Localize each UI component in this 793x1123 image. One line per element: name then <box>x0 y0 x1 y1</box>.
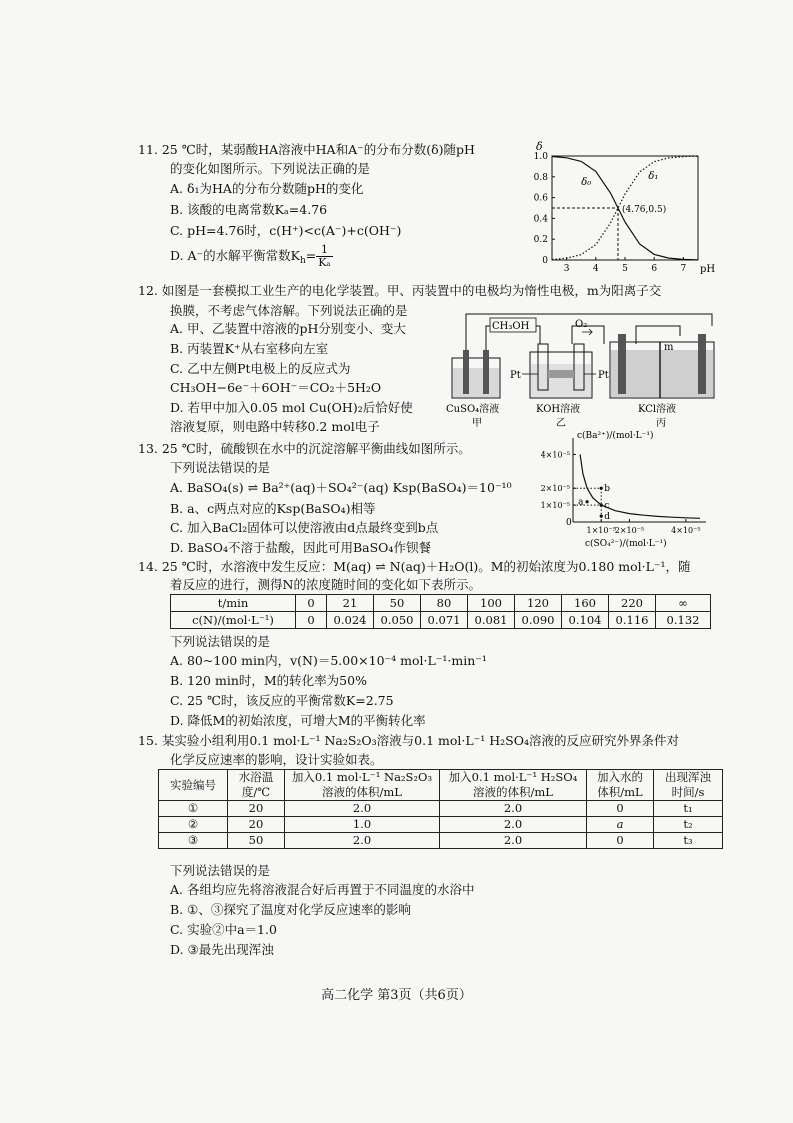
table-cell: 100 <box>468 595 515 612</box>
q11-option-d-fraction <box>316 244 332 269</box>
table-cell: 2.0 <box>440 817 587 833</box>
x-tick-label: 4×10⁻⁵ <box>671 526 701 535</box>
x-tick-label: 2×10⁻⁵ <box>614 526 645 535</box>
q11-stem-line2: 的变化如图所示。下列说法正确的是 <box>170 161 371 176</box>
table-cell: 0.104 <box>562 612 609 629</box>
q13-option-d: D. BaSO₄不溶于盐酸，因此可用BaSO₄作钡餐 <box>170 540 431 555</box>
table-cell: 80 <box>421 595 468 612</box>
cell-yi-name: 乙 <box>556 418 566 429</box>
header-text: 溶液的体积/mL <box>322 785 402 799</box>
table-row <box>171 612 711 629</box>
pt-right-label: Pt <box>598 370 609 381</box>
cell-bing-solution <box>611 350 713 397</box>
table-header-cell <box>159 770 228 801</box>
q14-option-c: C. 25 ℃时，该反应的平衡常数K=2.75 <box>170 693 394 708</box>
q11-option-d-denominator: Kₐ <box>318 256 331 269</box>
q11-option-d <box>170 244 333 270</box>
point-marker-d <box>600 514 603 517</box>
header-text: 加入0.1 mol·L⁻¹ H₂SO₄ <box>448 770 578 784</box>
q11-option-a: A. δ₁为HA的分布分数随pH的变化 <box>170 181 364 196</box>
x-axis-label: pH <box>700 264 715 275</box>
cell-yi-electrolyte <box>548 370 574 378</box>
table-cell: 50 <box>228 833 285 849</box>
table-cell: 0 <box>296 595 327 612</box>
table-header-cell <box>285 770 440 801</box>
o2-label: O₂ <box>575 319 588 330</box>
table-cell: 21 <box>327 595 374 612</box>
point-label-c: c <box>604 501 610 512</box>
q12-option-b: B. 丙装置K⁺从右室移向左室 <box>170 341 329 356</box>
q12-option-a: A. 甲、乙装置中溶液的pH分别变小、变大 <box>170 321 406 336</box>
x-tick-label: 4 <box>592 264 599 274</box>
table-header-cell <box>440 770 587 801</box>
cell-bing-name: 丙 <box>656 418 666 429</box>
table-cell: 20 <box>228 801 285 817</box>
table-cell: ③ <box>159 833 228 849</box>
table-header-cell <box>587 770 654 801</box>
table-cell: 0.081 <box>468 612 515 629</box>
x-tick-label: 5 <box>622 264 628 274</box>
x-tick-label: 7 <box>680 264 687 274</box>
table-cell: ② <box>159 817 228 833</box>
q14-stem-line2: 着反应的进行，测得N的浓度随时间的变化如下表所示。 <box>170 577 481 592</box>
q11-option-d-numerator: 1 <box>316 244 332 257</box>
table-cell: 20 <box>228 817 285 833</box>
header-text: 加入0.1 mol·L⁻¹ Na₂S₂O₃ <box>291 770 433 784</box>
header-text: 出现浑浊 <box>665 770 711 784</box>
table-cell: 50 <box>374 595 421 612</box>
point-label-d: d <box>604 512 610 523</box>
header-text: 体积/mL <box>597 785 643 799</box>
y-tick-label: 2×10⁻⁵ <box>540 484 570 494</box>
table-cell: 1.0 <box>285 817 440 833</box>
y-tick-label: 1.0 <box>533 152 548 162</box>
y-tick-label: 0 <box>542 256 548 266</box>
table-header-row <box>159 770 723 801</box>
q15-stem-line2: 化学反应速率的影响，设计实验如表。 <box>170 752 383 767</box>
table-cell: ∞ <box>656 595 711 612</box>
cell-jia-electrode-right <box>483 350 489 394</box>
electrochemical-apparatus-figure <box>440 306 720 432</box>
cell-yi-solution-label: KOH溶液 <box>536 404 581 415</box>
table-cell: 0 <box>587 801 654 817</box>
table-row <box>159 801 723 817</box>
table-row <box>159 833 723 849</box>
table-header-cell: c(N)/(mol·L⁻¹) <box>171 612 296 629</box>
cell-jia-solution <box>453 368 499 397</box>
y-tick-label: 0.8 <box>533 172 548 183</box>
table-cell: 0 <box>296 612 327 629</box>
q15-option-d: D. ③最先出现浑浊 <box>170 942 274 957</box>
table-cell: a <box>587 817 654 833</box>
x-tick-label: 3 <box>563 264 570 274</box>
cell-bing-solution-label: KCl溶液 <box>638 404 677 415</box>
y-tick-label: 1×10⁻⁵ <box>540 501 570 511</box>
table-cell: 2.0 <box>440 801 587 817</box>
cell-jia-name: 甲 <box>472 418 482 429</box>
table-cell: t₂ <box>654 817 723 833</box>
membrane-label: m <box>664 342 674 353</box>
baso4-solubility-chart <box>525 428 720 556</box>
x-axis-label: c(SO₄²⁻)/(mol·L⁻¹) <box>585 539 667 549</box>
q15-experiment-table <box>158 769 723 849</box>
q14-option-a: A. 80~100 min内，v(N)＝5.00×10⁻⁴ mol·L⁻¹·min⁻¹ <box>170 653 487 668</box>
table-cell: 2.0 <box>440 833 587 849</box>
x-tick-label: 1×10⁻⁵ <box>586 526 616 535</box>
series-label-delta1: δ₁ <box>648 170 659 182</box>
table-cell: 0.071 <box>421 612 468 629</box>
header-text: 度/℃ <box>241 785 271 799</box>
table-cell: 220 <box>609 595 656 612</box>
point-marker-c <box>600 504 603 507</box>
q11-option-c: C. pH=4.76时，c(H⁺)<c(A⁻)+c(OH⁻) <box>170 223 402 238</box>
table-cell: ① <box>159 801 228 817</box>
table-cell: 2.0 <box>285 801 440 817</box>
table-cell: 120 <box>515 595 562 612</box>
ch3oh-label: CH₃OH <box>492 321 530 332</box>
cell-jia-solution-label: CuSO₄溶液 <box>446 404 500 415</box>
q13-option-b: B. a、c两点对应的Ksp(BaSO₄)相等 <box>170 501 376 516</box>
pt-left-label: Pt <box>510 370 521 381</box>
q11-option-b: B. 该酸的电离常数Kₐ=4.76 <box>170 202 328 217</box>
table-cell: 0.024 <box>327 612 374 629</box>
point-marker-a <box>586 500 589 503</box>
header-text: 实验编号 <box>170 777 216 792</box>
q15-option-b: B. ①、③探究了温度对化学反应速率的影响 <box>170 902 411 917</box>
table-cell: t₃ <box>654 833 723 849</box>
q12-option-d-line2: 溶液复原，则电路中转移0.2 mol电子 <box>170 419 380 434</box>
table-cell: 0 <box>587 833 654 849</box>
table-cell: 0.050 <box>374 612 421 629</box>
q15-stem-line1: 15. 某实验小组利用0.1 mol·L⁻¹ Na₂S₂O₃溶液与0.1 mol·L⁻¹ H₂SO₄溶液的反应研究外界条件对 <box>138 733 679 748</box>
q14-prompt: 下列说法错误的是 <box>170 634 271 649</box>
q14-data-table <box>170 594 711 629</box>
q13-stem-line2: 下列说法错误的是 <box>170 460 271 475</box>
q15-prompt: 下列说法错误的是 <box>170 863 271 878</box>
origin-label: 0 <box>566 518 572 528</box>
point-label-a: a <box>578 497 584 508</box>
header-text: 溶液的体积/mL <box>473 785 553 799</box>
x-tick-label: 6 <box>651 264 658 274</box>
q11-option-d-eq: = <box>305 248 317 263</box>
table-cell: 2.0 <box>285 833 440 849</box>
y-tick-label: 4×10⁻⁵ <box>540 450 570 460</box>
table-cell: t₁ <box>654 801 723 817</box>
y-tick-label: 0.2 <box>533 235 548 246</box>
q11-option-d-sub: h <box>300 256 306 266</box>
crossover-annotation: (4.76,0.5) <box>621 205 667 215</box>
y-tick-label: 0.6 <box>533 193 548 204</box>
table-row <box>171 595 711 612</box>
q14-option-b: B. 120 min时，M的转化率为50% <box>170 673 367 688</box>
q12-option-c-equation: CH₃OH−6e⁻＋6OH⁻＝CO₂＋5H₂O <box>170 380 382 395</box>
cell-bing-electrode-right <box>698 334 706 394</box>
q13-option-c: C. 加入BaCl₂固体可以使溶液由d点最终变到b点 <box>170 520 439 535</box>
table-cell: 0.090 <box>515 612 562 629</box>
q12-stem-line2: 换膜，不考虑气体溶解。下列说法正确的是 <box>170 303 408 318</box>
q13-option-a: A. BaSO₄(s) ⇌ Ba²⁺(aq)＋SO₄²⁻(aq) Ksp(BaSO₄)＝10⁻¹⁰ <box>170 480 512 495</box>
distribution-fraction-chart <box>520 138 715 280</box>
cell-bing-electrode-left <box>618 334 626 394</box>
q15-option-c: C. 实验②中a＝1.0 <box>170 922 277 937</box>
table-cell: 0.116 <box>609 612 656 629</box>
table-header-cell <box>228 770 285 801</box>
table-header-cell <box>654 770 723 801</box>
q14-stem-line1: 14. 25 ℃时，水溶液中发生反应：M(aq) ⇌ N(aq)＋H₂O(l)。M的初始浓度为0.180 mol·L⁻¹，随 <box>138 559 691 574</box>
header-text: 水浴温 <box>238 770 274 784</box>
page-footer: 高二化学 第3页（共6页） <box>321 988 472 1003</box>
q12-stem-line1: 12. 如图是一套模拟工业生产的电化学装置。甲、丙装置中的电极均为惰性电极，m为阳离子交 <box>138 283 662 298</box>
table-cell: 0.132 <box>656 612 711 629</box>
q15-option-a: A. 各组均应先将溶液混合好后再置于不同温度的水浴中 <box>170 882 475 897</box>
y-tick-label: 0.4 <box>533 214 548 225</box>
point-marker-b <box>600 487 603 490</box>
q12-option-d: D. 若甲中加入0.05 mol Cu(OH)₂后恰好使 <box>170 400 413 415</box>
point-label-b: b <box>604 484 610 495</box>
q13-stem-line1: 13. 25 ℃时，硫酸钡在水中的沉淀溶解平衡曲线如图所示。 <box>138 441 471 456</box>
cell-yi-solution <box>531 364 591 397</box>
table-header-cell: t/min <box>171 595 296 612</box>
solubility-curve <box>580 454 700 518</box>
q11-stem-line1: 11. 25 ℃时，某弱酸HA溶液中HA和A⁻的分布分数(δ)随pH <box>138 142 475 157</box>
cell-jia-electrode-left <box>463 350 469 394</box>
series-label-delta0: δ₀ <box>581 177 592 189</box>
table-row <box>159 817 723 833</box>
q14-option-d: D. 降低M的初始浓度，可增大M的平衡转化率 <box>170 713 426 728</box>
y-axis-label: c(Ba²⁺)/(mol·L⁻¹) <box>577 431 654 441</box>
y-axis-label: δ <box>536 140 543 153</box>
q11-option-d-text: D. A⁻的水解平衡常数K <box>170 248 300 263</box>
header-text: 加入水的 <box>597 770 643 784</box>
header-text: 时间/s <box>671 785 705 799</box>
table-cell: 160 <box>562 595 609 612</box>
q12-option-c: C. 乙中左侧Pt电极上的反应式为 <box>170 361 351 376</box>
